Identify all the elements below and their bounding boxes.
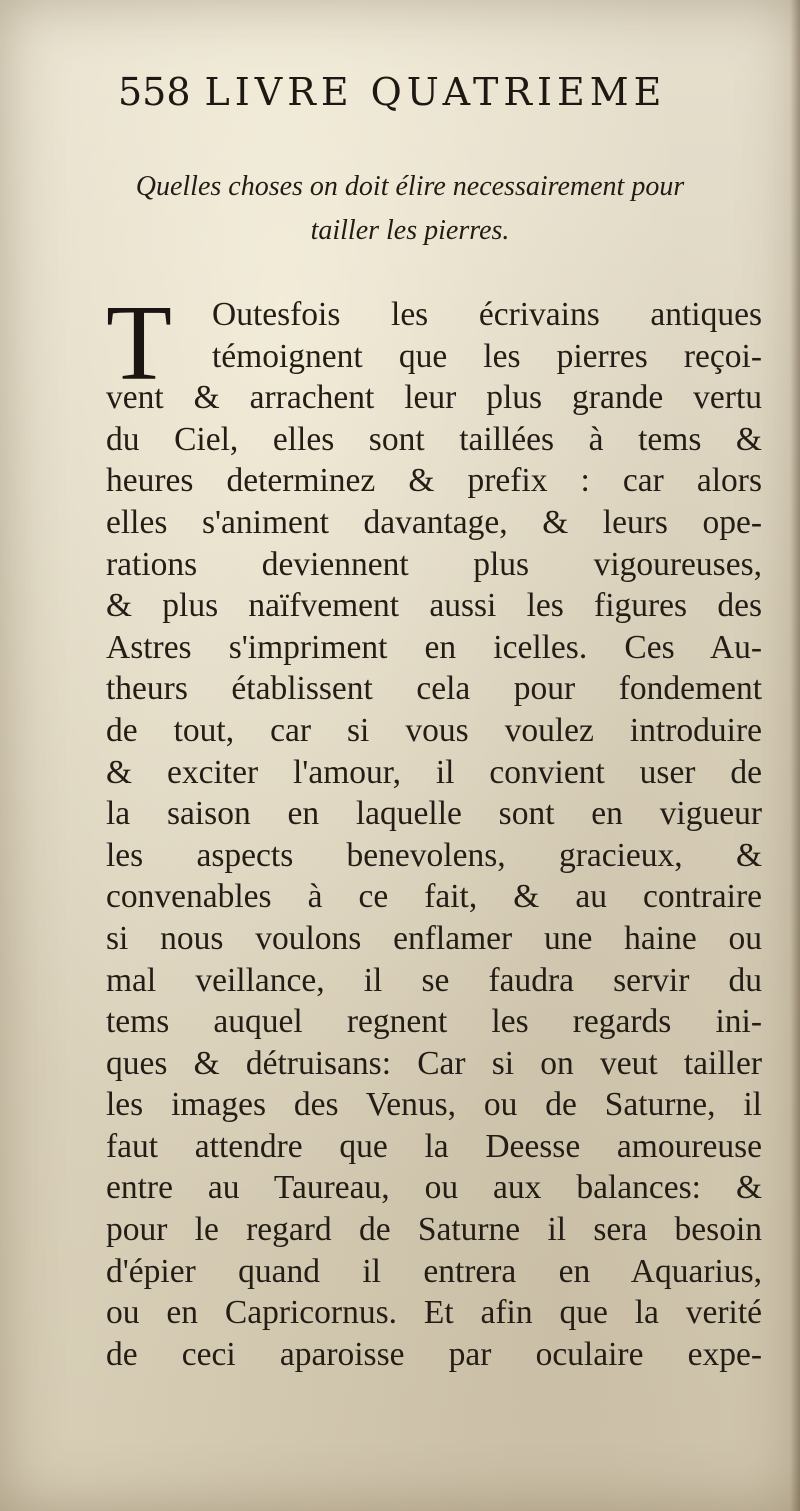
text-line: faut attendre que la Deesse amoureuse [106,1127,762,1165]
text-line: elles s'animent davantage, & leurs ope- [106,503,762,541]
text-line: Outesfois les écrivains antiques [212,296,762,333]
text-line: la saison en laquelle sont en vigueur [106,795,762,833]
section-heading [100,165,720,253]
text-line: heures determinez & prefix : car alors [106,462,762,500]
running-head [118,70,758,114]
text-line: de ceci aparoisse par oculaire expe- [106,1335,762,1373]
text-line: & plus naïfvement aussi les figures des [106,587,762,625]
page-edge-shadow [790,0,800,1511]
text-line: tems auquel regnent les regards ini- [106,1003,762,1041]
text-line: pour le regard de Saturne il sera besoin [106,1211,762,1249]
text-line: vent & arrachent leur plus grande vertu [106,379,762,417]
drop-cap: T [106,284,172,403]
section-heading-line: tailler les pierres. [310,215,510,246]
text-line: mal veillance, il se faudra servir du [106,961,762,999]
body-paragraph [106,284,762,1375]
text-line: Astres s'impriment en icelles. Ces Au- [106,628,762,666]
text-line: theurs établissent cela pour fondement [106,670,762,708]
running-title: LIVRE QUATRIEME [204,70,667,114]
text-line: & exciter l'amour, il convient user de [106,753,762,791]
text-line: les aspects benevolens, gracieux, & [106,836,762,874]
text-line: d'épier quand il entrera en Aquarius, [106,1252,762,1290]
text-line: témoignent que les pierres reçoi- [212,337,762,375]
text-line: du Ciel, elles sont taillées à tems & [106,420,762,458]
text-line: si nous voulons enflamer une haine ou [106,919,762,957]
text-line: convenables à ce fait, & au contraire [106,878,762,916]
text-line: rations deviennent plus vigoureuses, [106,545,762,583]
text-line: les images des Venus, ou de Saturne, il [106,1086,762,1124]
text-line: ou en Capricornus. Et afin que la verité [106,1294,762,1332]
text-line: de tout, car si vous voulez introduire [106,711,762,749]
section-heading-line: Quelles choses on doit élire necessairement pour [135,171,685,202]
page-number: 558 [118,70,191,114]
text-line: entre au Taureau, ou aux balances: & [106,1169,762,1207]
text-line: ques & détruisans: Car si on veut tailler [106,1044,762,1082]
